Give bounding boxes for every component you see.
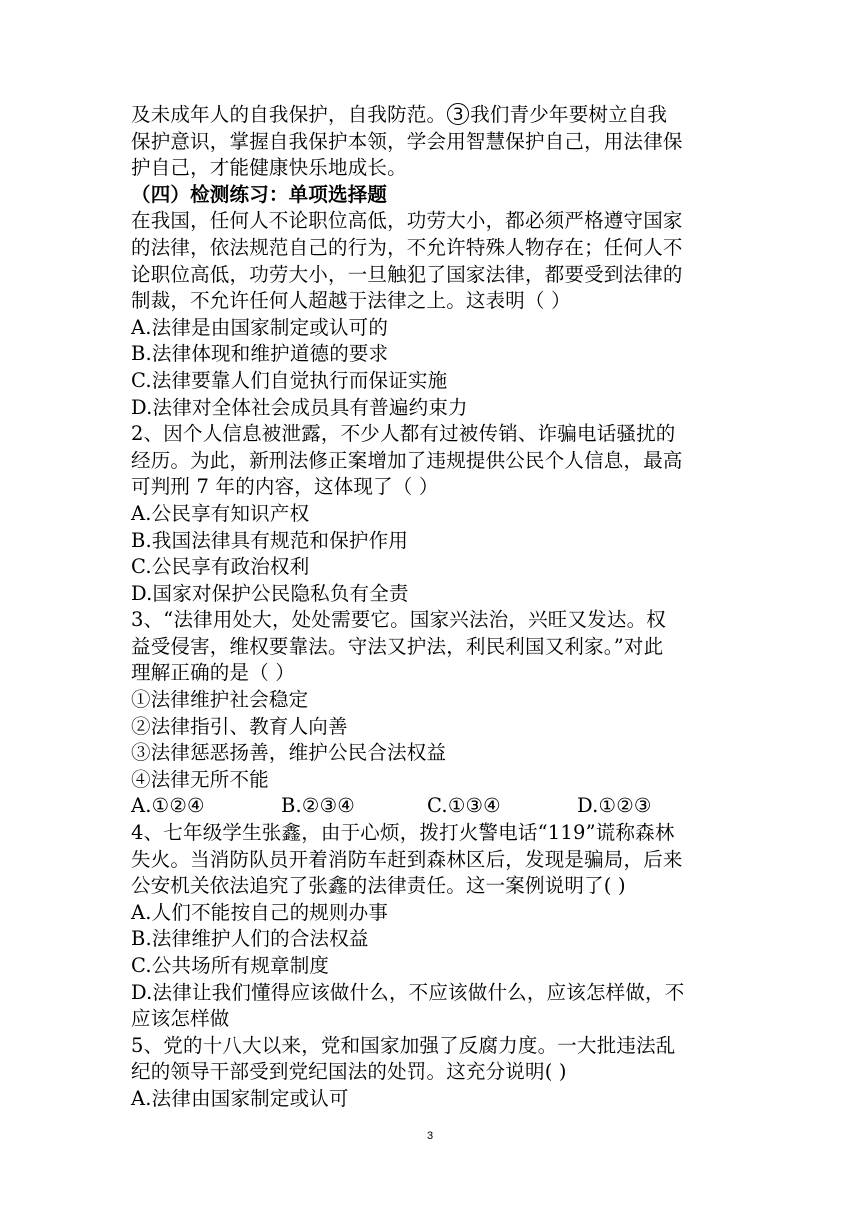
- q5-stem-line: 5、党的十八大以来，党和国家加强了反腐力度。一大批违法乱: [131, 1033, 676, 1057]
- intro-line-3: 护自己，才能健康快乐地成长。: [131, 156, 407, 180]
- q1-option-b: B.法律体现和维护道德的要求: [131, 342, 389, 366]
- intro-line-2: 保护意识，掌握自我保护本领，学会用智慧保护自己，用法律保: [131, 129, 683, 153]
- q1-option-d: D.法律对全体社会成员具有普遍约束力: [131, 395, 468, 419]
- q3-option-a: A.①②④: [131, 794, 205, 818]
- intro-text-b: 我们青少年要树立自我: [470, 103, 668, 126]
- q3-statement-4: ④法律无所不能: [131, 767, 269, 791]
- q4-option-d: D.法律让我们懂得应该做什么，不应该做什么，应该怎样做，不: [131, 980, 685, 1004]
- intro-line-1: [131, 102, 731, 129]
- q2-stem-line: 2、因个人信息被泄露，不少人都有过被传销、诈骗电话骚扰的: [131, 422, 676, 446]
- q1-stem-line: 制裁，不允许任何人超越于法律之上。这表明（ ）: [131, 289, 571, 313]
- q4-option-b: B.法律维护人们的合法权益: [131, 927, 369, 951]
- q5-stem-line: 纪的领导干部受到党纪国法的处罚。这充分说明( ): [131, 1060, 567, 1084]
- q2-option-c: C.公民享有政治权利: [131, 555, 310, 579]
- q3-stem-line: 3、“法律用处大，处处需要它。国家兴法治，兴旺又发达。权: [131, 608, 666, 632]
- q4-option-c: C.公共场所有规章制度: [131, 954, 330, 977]
- q1-option-a: A.法律是由国家制定或认可的: [131, 315, 389, 339]
- q1-stem-line: 在我国，任何人不论职位高低，功劳大小，都必须严格遵守国家: [131, 209, 683, 233]
- q2-stem-line: 经历。为此，新刑法修正案增加了违规提供公民个人信息，最高: [131, 448, 683, 472]
- q3-statement-1: ①法律维护社会稳定: [131, 688, 309, 712]
- q1-stem-line: 的法律，依法规范自己的行为，不允许特殊人物存在；任何人不: [131, 235, 683, 259]
- q3-statement-2: ②法律指引、教育人向善: [131, 714, 348, 738]
- q4-stem-line: 4、七年级学生张鑫，由于心烦，拨打火警电话“119”谎称森林: [131, 821, 675, 845]
- q3-statement-3: ③法律惩恶扬善，维护公民合法权益: [131, 741, 447, 765]
- q4-stem-line: 失火。当消防队员开着消防车赶到森林区后，发现是骗局，后来: [131, 847, 683, 871]
- q3-options-row: [131, 793, 731, 820]
- section-title: （四）检测练习：单项选择题: [131, 182, 388, 206]
- q4-stem-line: 公安机关依法追究了张鑫的法律责任。这一案例说明了( ): [131, 874, 626, 898]
- page-number: 3: [426, 1130, 434, 1142]
- intro-text-a: 及未成年人的自我保护，自我防范。: [131, 103, 447, 126]
- q4-option-a: A.人们不能按自己的规则办事: [131, 900, 389, 924]
- q2-stem-line: 可判刑 7 年的内容，这体现了（ ）: [131, 475, 439, 499]
- document-page: [131, 102, 731, 1113]
- q3-stem-line: 理解正确的是（ ）: [131, 661, 295, 685]
- q1-stem-line: 论职位高低，功劳大小，一旦触犯了国家法律，都要受到法律的: [131, 262, 683, 286]
- q3-option-d: D.①②③: [577, 794, 652, 818]
- q3-stem-line: 益受侵害，维权要靠法。守法又护法，利民利国又利家。”对此: [131, 634, 664, 658]
- circled-number-three: 3: [447, 103, 469, 125]
- q2-option-d: D.国家对保护公民隐私负有全责: [131, 581, 409, 605]
- q4-option-d-continued: 应该怎样做: [131, 1007, 230, 1031]
- q1-option-c: C.法律要靠人们自觉执行而保证实施: [131, 368, 448, 392]
- q3-option-c: C.①③④: [427, 794, 501, 818]
- q2-option-b: B.我国法律具有规范和保护作用: [131, 528, 409, 552]
- q2-option-a: A.公民享有知识产权: [131, 501, 310, 525]
- q3-option-b: B.②③④: [281, 794, 355, 818]
- q5-option-a: A.法律由国家制定或认可: [131, 1086, 349, 1110]
